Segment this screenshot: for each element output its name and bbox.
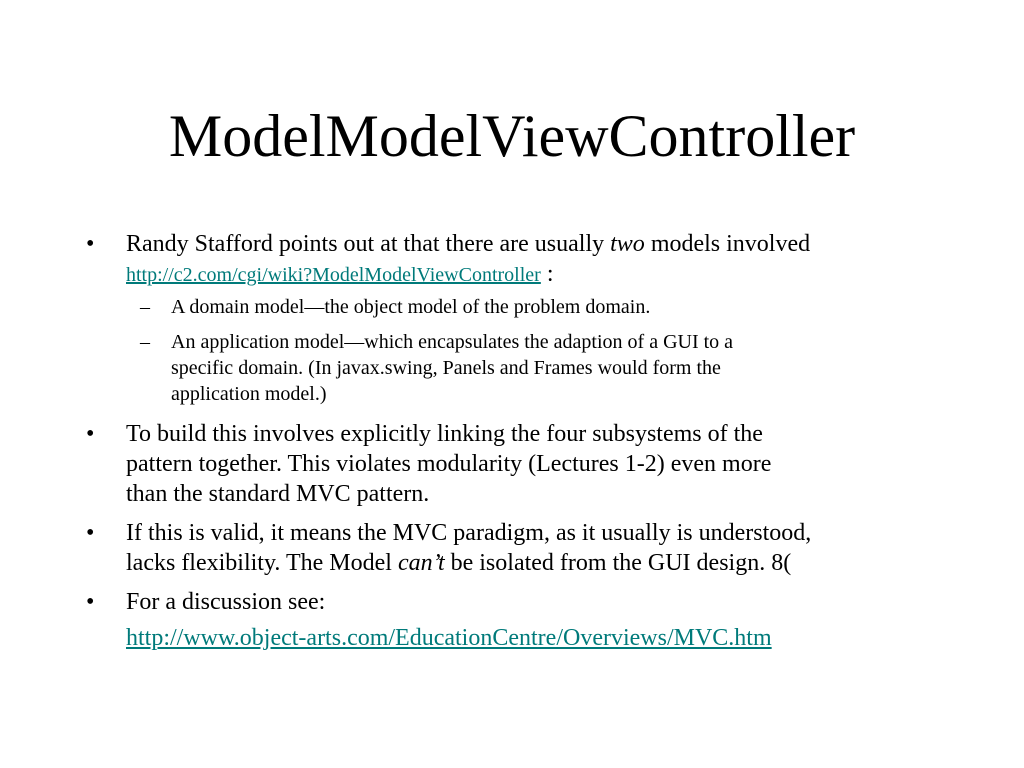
subbullet-marker: –: [140, 331, 150, 353]
bullet-text-segment: models involved: [644, 231, 811, 257]
bullet-text-segment: lacks flexibility. The Model: [126, 550, 398, 576]
bullet-line: [126, 259, 956, 290]
bullet-marker: •: [86, 589, 95, 615]
bullet-line: [126, 623, 956, 653]
bullet-text-segment: be isolated from the GUI design. 8(: [444, 550, 792, 576]
bullet-text: [126, 229, 956, 290]
slide-title: ModelModelViewController: [168, 103, 856, 169]
bullet-text-segment: Randy Stafford points out at that there are usually: [126, 231, 611, 257]
bullet-text: [126, 518, 956, 578]
bullet-line: To build this involves explicitly linking the four subsystems of the: [126, 421, 763, 447]
emphasis-text: can’t: [397, 550, 445, 576]
bullet-marker: •: [86, 421, 95, 447]
subbullet-text: [171, 329, 931, 407]
bullet-line: [126, 548, 956, 578]
subbullet-marker: –: [140, 296, 150, 318]
bullet-text-segment: :: [540, 261, 554, 287]
bullet-marker: •: [86, 520, 95, 546]
bullet-line: than the standard MVC pattern.: [126, 481, 430, 507]
bullet-text: [126, 587, 956, 653]
c2-wiki-link[interactable]: http://c2.com/cgi/wiki?ModelModelViewController: [126, 264, 541, 286]
subbullet-line: specific domain. (In javax.swing, Panels and Frames would form the: [171, 357, 721, 379]
bullet-line: [126, 229, 956, 259]
subbullet-text: [171, 294, 931, 320]
object-arts-mvc-link[interactable]: http://www.object-arts.com/EducationCentre/Overviews/MVC.htm: [126, 625, 772, 651]
bullet-line: pattern together. This violates modularity (Lectures 1-2) even more: [126, 451, 772, 477]
bullet-marker: •: [86, 231, 95, 257]
emphasis-text: two: [610, 231, 645, 257]
bullet-text: [126, 419, 956, 509]
subbullet-line: application model.): [171, 383, 327, 405]
subbullet-line: An application model—which encapsulates the adaption of a GUI to a: [171, 331, 734, 353]
bullet-line: For a discussion see:: [126, 589, 326, 615]
bullet-line: If this is valid, it means the MVC paradigm, as it usually is understood,: [126, 520, 812, 546]
subbullet-line: A domain model—the object model of the problem domain.: [171, 296, 651, 318]
